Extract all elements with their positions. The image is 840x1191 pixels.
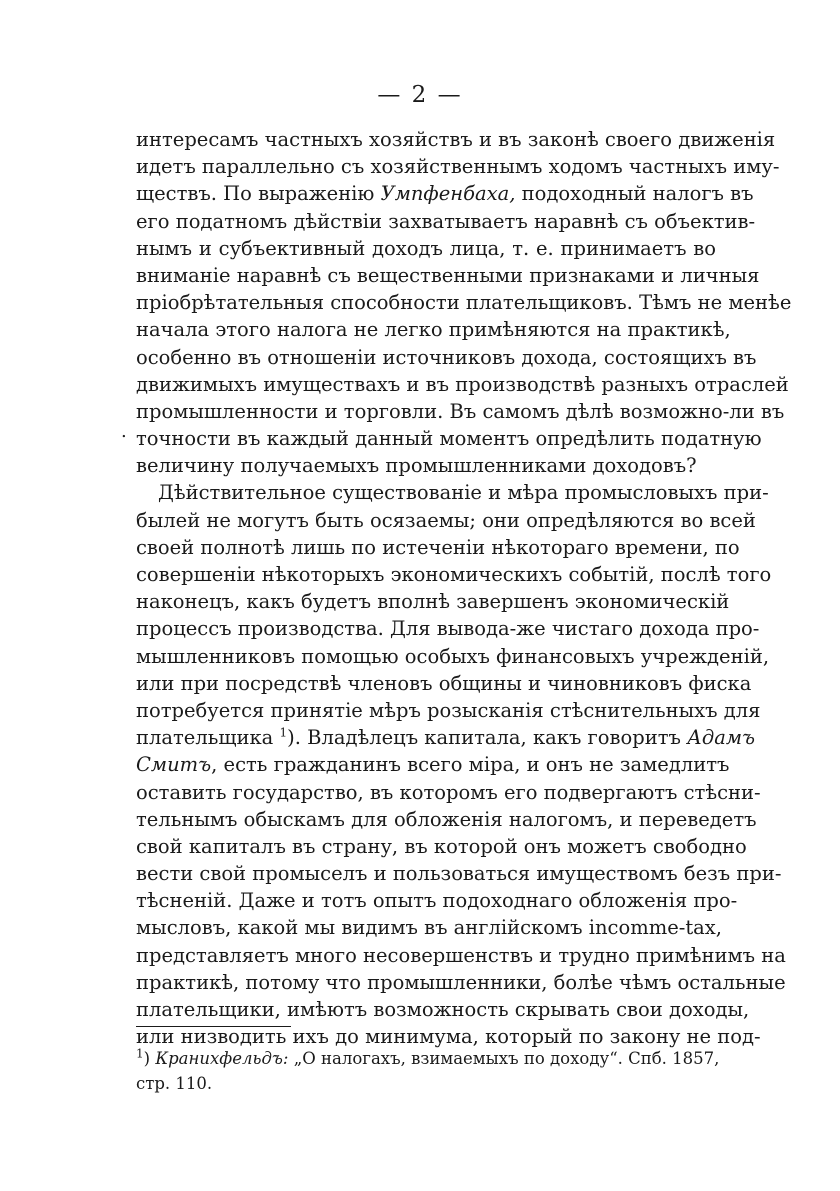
text-line: величину получаемыхъ промышленниками доходовъ? (136, 454, 697, 478)
text-line: пріобрѣтательныя способности плательщиковъ. Тѣмъ не менѣе (136, 291, 792, 315)
text-line: его податномъ дѣйствіи захватываетъ наравнѣ съ объектив- (136, 209, 756, 233)
text-line (136, 724, 756, 751)
stray-mark: . (121, 421, 127, 442)
text-line: тельнымъ обыскамъ для обложенія налогомъ, и переведетъ (136, 807, 757, 831)
footnote-text: „О налогахъ, взимаемыхъ по доходу“. Спб. 1857, (293, 1049, 720, 1068)
text-line: совершеніи нѣкоторыхъ экономическихъ событій, послѣ того (136, 563, 772, 586)
footnote-divider (136, 1026, 291, 1027)
text-line: тѣсненій. Даже и тотъ опытъ подоходнаго обложенія про- (136, 889, 738, 913)
text-line: интересамъ частныхъ хозяйствъ и въ законѣ своего движенія (136, 128, 776, 151)
text-line: начала этого налога не легко примѣняются на практикѣ, (136, 318, 731, 342)
text-line: представляетъ много несовершенствъ и трудно примѣнимъ на (136, 943, 786, 967)
text-line: вниманіе наравнѣ съ вещественными признаками и личныя (136, 263, 760, 287)
text-line: вести свой промыселъ и пользоваться имуществомъ безъ при- (136, 862, 782, 886)
footnote-marker: 1 (279, 725, 288, 740)
text-line: своей полнотѣ лишь по истеченіи нѣкотораго времени, по (136, 535, 740, 559)
footnote-marker: 1 (136, 1046, 144, 1061)
text-line: мышленниковъ помощью особыхъ финансовыхъ учрежденій, (136, 644, 770, 668)
text-segment: подоходный налогъ въ (515, 182, 754, 206)
page-number: — 2 — (377, 82, 463, 108)
text-line: или низводить ихъ до минимума, который по закону не под- (136, 1025, 761, 1049)
text-line: мысловъ, какой мы видимъ въ англійскомъ incomme-tax, (136, 916, 722, 940)
text-line (136, 751, 730, 778)
text-segment: ществъ. По выраженію (136, 182, 381, 206)
text-line: потребуется принятіе мѣръ розысканія стѣснительныхъ для (136, 698, 761, 722)
text-line: или при посредствѣ членовъ общины и чиновниковъ фиска (136, 671, 752, 695)
text-line: Дѣйствительное существованіе и мѣра промысловыхъ при- (158, 481, 769, 505)
text-line: процессъ производства. Для вывода-же чистаго дохода про- (136, 617, 760, 641)
text-line: промышленности и торговли. Въ самомъ дѣлѣ возможно-ли въ (136, 399, 785, 423)
text-line: наконецъ, какъ будетъ вполнѣ завершенъ экономическій (136, 590, 730, 614)
text-line: особенно въ отношеніи источниковъ дохода, состоящихъ въ (136, 345, 757, 369)
text-line: идетъ параллельно съ хозяйственнымъ ходомъ частныхъ иму- (136, 155, 780, 179)
text-line: плательщики, имѣютъ возможность скрывать свои доходы, (136, 998, 750, 1021)
text-line: нымъ и субъективный доходъ лица, т. е. принимаетъ во (136, 236, 716, 260)
body-text (136, 126, 792, 1050)
footnote-author: Кранихфельдъ: (155, 1049, 289, 1068)
text-line: оставить государство, въ которомъ его подвергаютъ стѣсни- (136, 780, 761, 804)
text-line: практикѣ, потому что промышленники, болѣе чѣмъ остальные (136, 970, 786, 994)
text-line: движимыхъ имуществахъ и въ производствѣ разныхъ отраслей (136, 372, 789, 396)
author-name: Умпфенбаха, (380, 182, 516, 206)
text-line (136, 180, 754, 207)
footnote-page-ref: стр. 110. (136, 1074, 213, 1093)
text-line: свой капиталъ въ страну, въ которой онъ можетъ свободно (136, 834, 747, 858)
author-name: Смитъ (136, 753, 212, 777)
text-segment: , есть гражданинъ всего міра, и онъ не замедлитъ (211, 753, 730, 777)
text-line: точности въ каждый данный моментъ опредѣлить податную (136, 427, 762, 451)
footnote (136, 1046, 720, 1096)
text-segment: плательщика (136, 726, 274, 750)
footnote-line: $^1$) Кранихфельдъ: „О налогахъ, взимаемыхъ по доходу“. Спб. 1857, (136, 1046, 720, 1068)
text-line: былей не могутъ быть осязаемы; они опредѣляются во всей (136, 508, 756, 532)
author-name: Адамъ (687, 726, 756, 750)
text-segment: ). Владѣлецъ капитала, какъ говоритъ (287, 726, 681, 750)
